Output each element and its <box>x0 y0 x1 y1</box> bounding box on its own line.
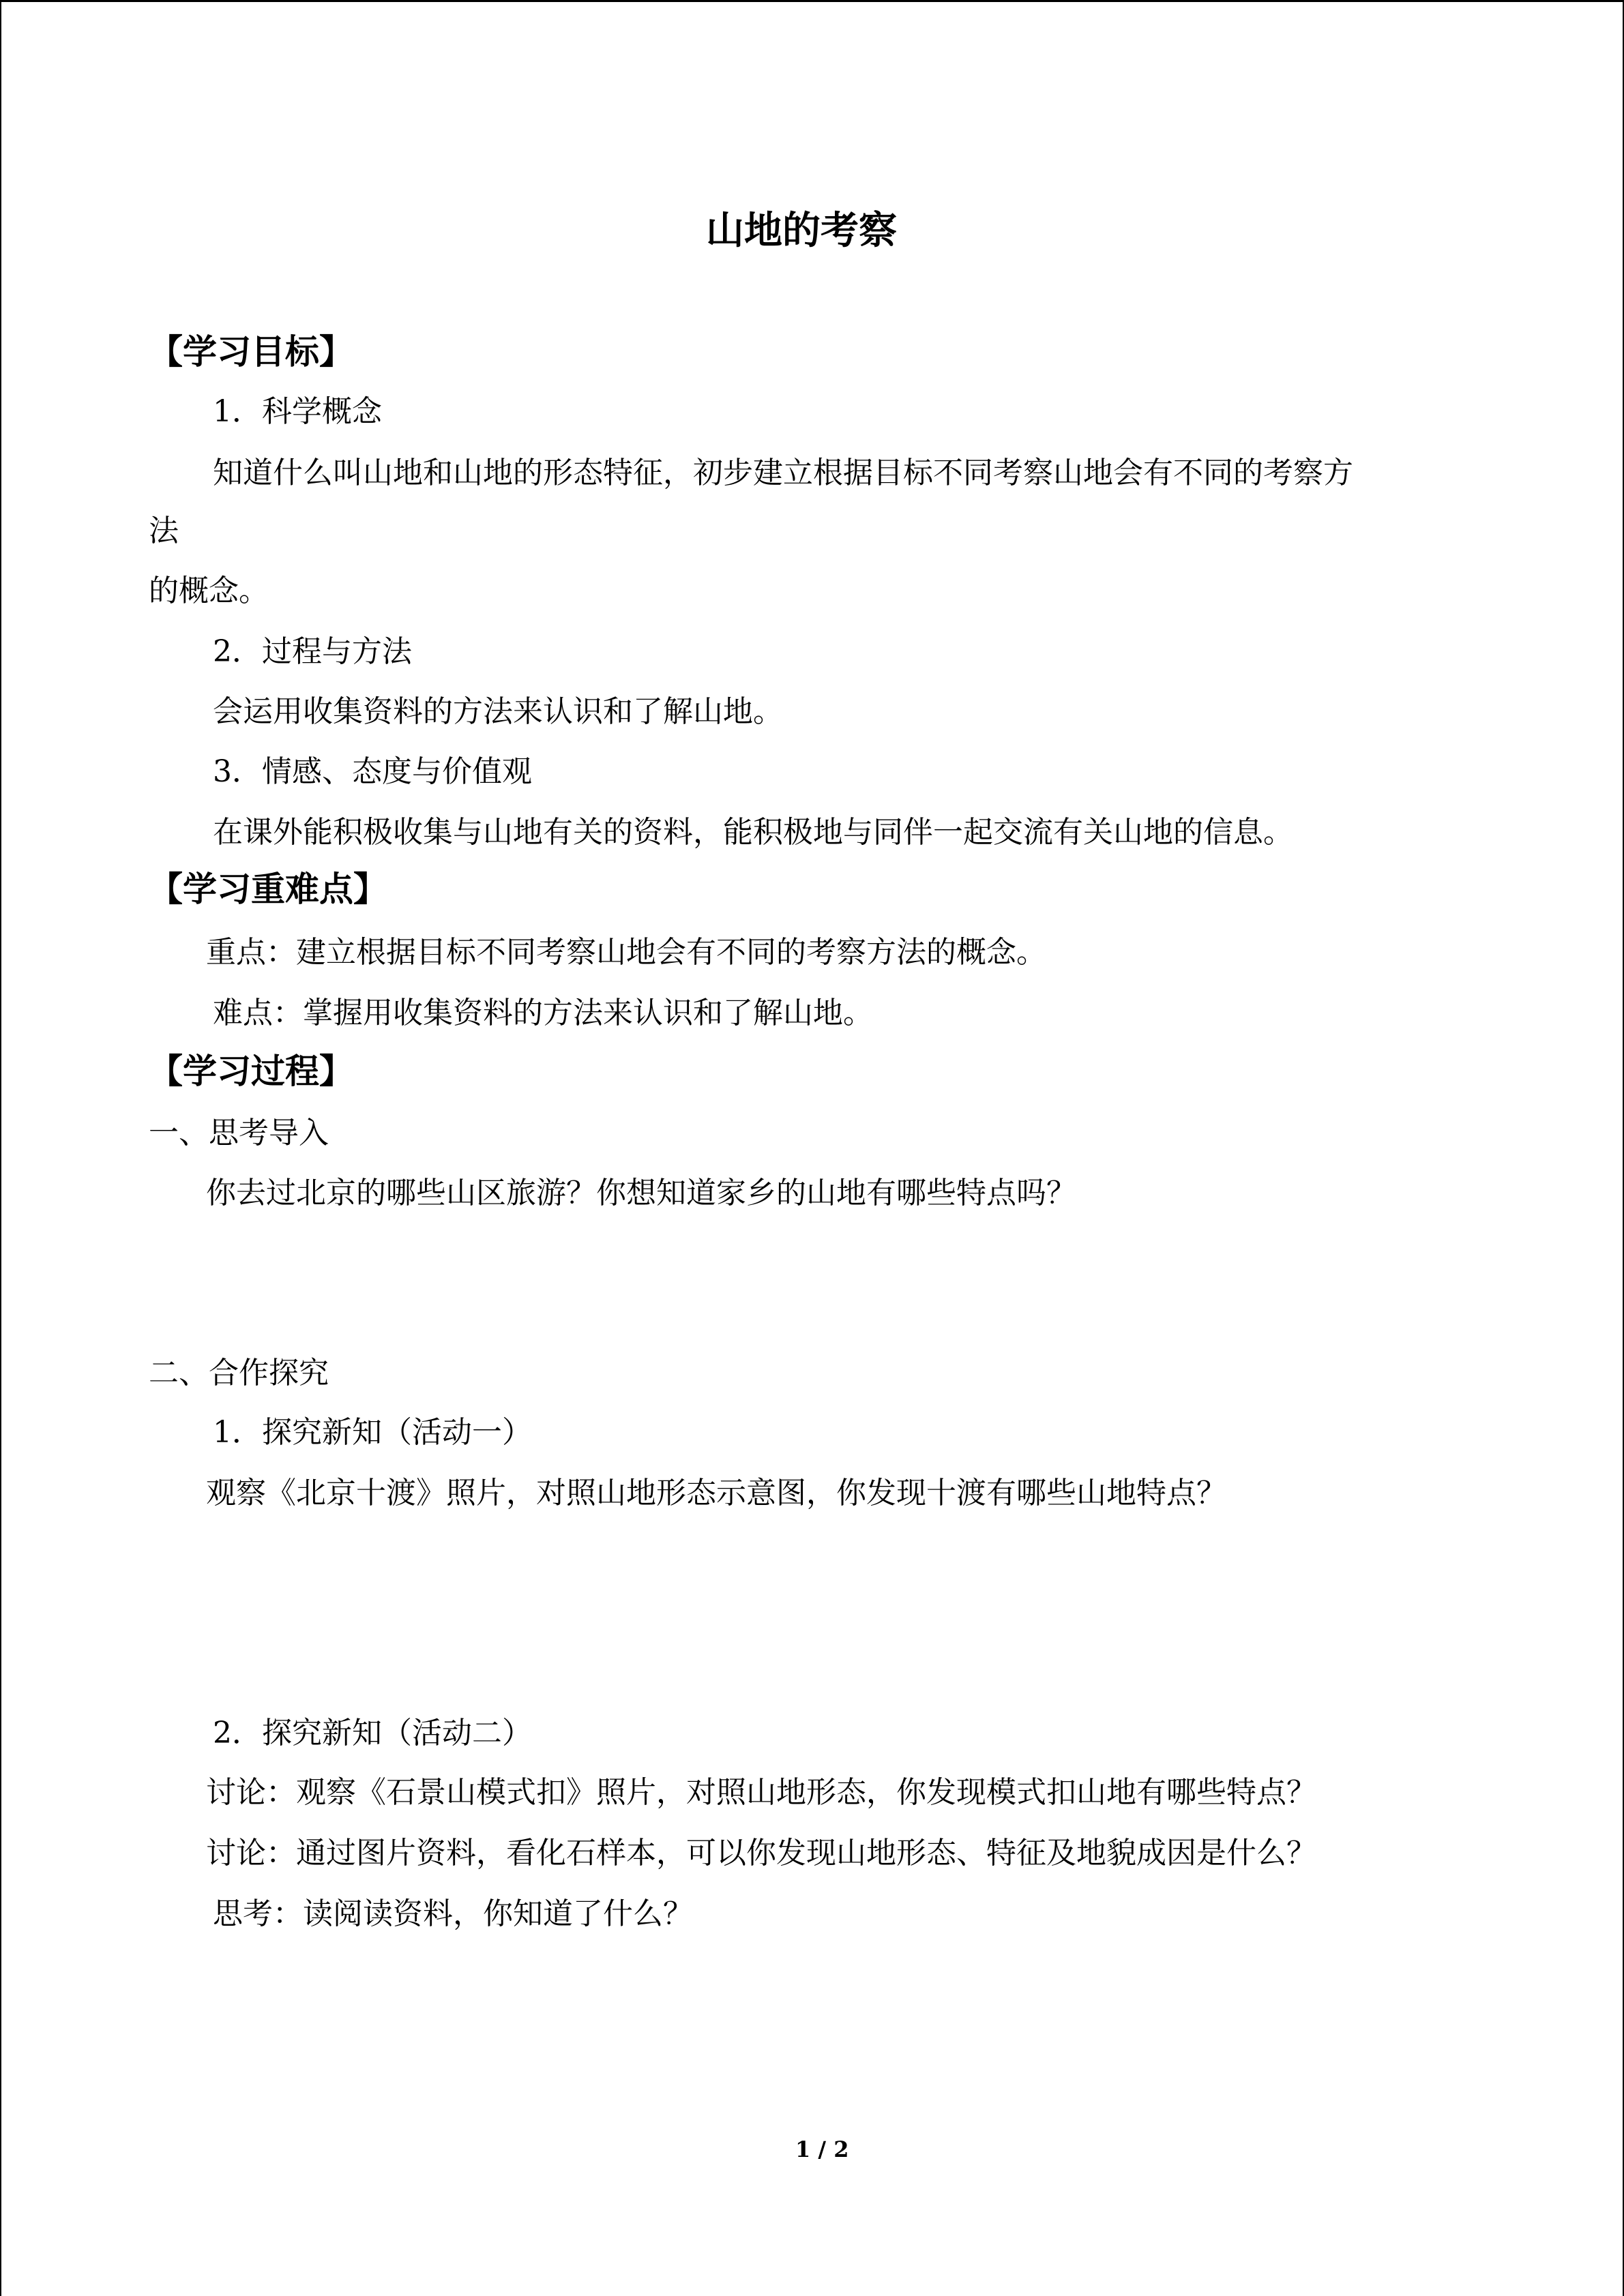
activity-1-text: 观察《北京十渡》照片，对照山地形态示意图，你发现十渡有哪些山地特点？ <box>206 1476 1226 1510</box>
goal-2-label: 2．过程与方法 <box>213 634 412 669</box>
activity-1-label: 1．探究新知（活动一） <box>213 1415 532 1450</box>
goals-heading: 【学习目标】 <box>149 332 353 372</box>
activity-2-label: 2．探究新知（活动二） <box>213 1716 532 1750</box>
goal-2-text: 会运用收集资料的方法来认识和了解山地。 <box>213 694 783 729</box>
process-heading: 【学习过程】 <box>149 1052 353 1091</box>
goal-3-text: 在课外能积极收集与山地有关的资料，能积极地与同伴一起交流有关山地的信息。 <box>213 815 1293 850</box>
difficult-point: 难点：掌握用收集资料的方法来认识和了解山地。 <box>213 996 873 1030</box>
activity-2-think: 思考：读阅读资料，你知道了什么？ <box>213 1896 693 1931</box>
part-1-title: 一、思考导入 <box>149 1116 329 1150</box>
goal-1-text-line2: 法 <box>149 513 179 548</box>
goal-1-label: 1．科学概念 <box>213 394 382 429</box>
goal-1-text-line1: 知道什么叫山地和山地的形态特征，初步建立根据目标不同考察山地会有不同的考察方 <box>213 456 1353 490</box>
activity-2-discussion-1: 讨论：观察《石景山模式扣》照片，对照山地形态，你发现模式扣山地有哪些特点？ <box>206 1775 1316 1810</box>
part-1-question: 你去过北京的哪些山区旅游？你想知道家乡的山地有哪些特点吗？ <box>206 1176 1076 1210</box>
key-points-heading: 【学习重难点】 <box>149 869 387 909</box>
goal-3-label: 3．情感、态度与价值观 <box>213 754 532 789</box>
part-2-title: 二、合作探究 <box>149 1356 329 1390</box>
goal-1-text-line3: 的概念。 <box>149 573 269 608</box>
document-title: 山地的考察 <box>706 208 897 253</box>
key-point: 重点：建立根据目标不同考察山地会有不同的考察方法的概念。 <box>206 935 1046 970</box>
activity-2-discussion-2: 讨论：通过图片资料，看化石样本，可以你发现山地形态、特征及地貌成因是什么？ <box>206 1836 1316 1870</box>
page-number: 1 / 2 <box>795 2136 849 2162</box>
